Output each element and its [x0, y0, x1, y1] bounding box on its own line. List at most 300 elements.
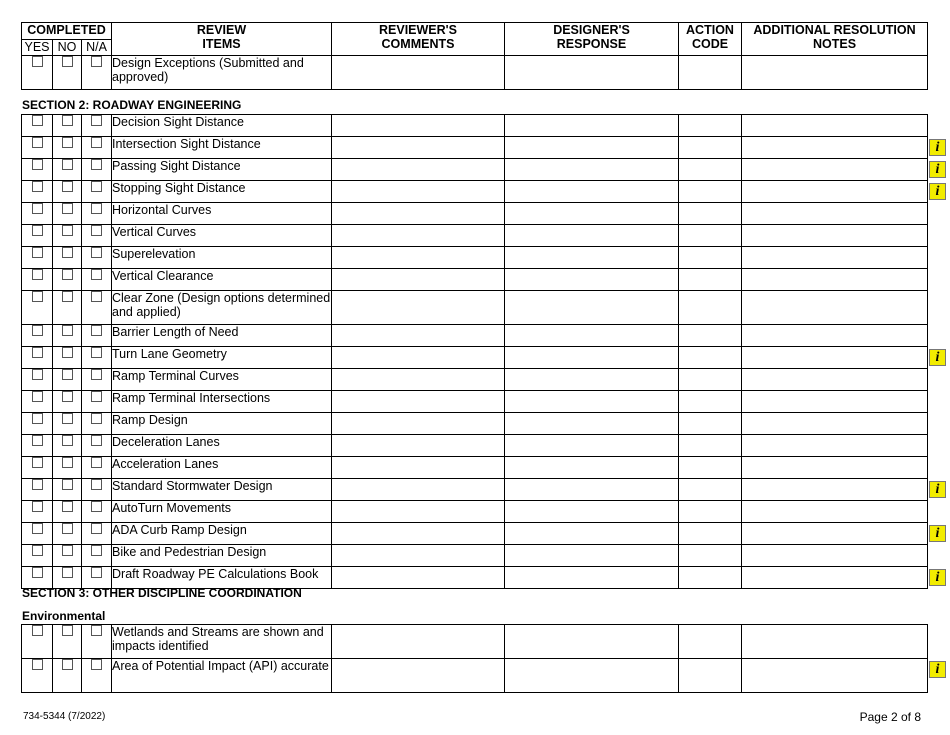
- info-icon[interactable]: i: [929, 661, 946, 678]
- action-code-field[interactable]: [679, 115, 742, 137]
- designer-response-field[interactable]: [505, 413, 679, 435]
- no-cell: [53, 391, 82, 413]
- resolution-notes-field[interactable]: [742, 523, 928, 545]
- na-cell: [82, 325, 112, 347]
- na-cell: [82, 115, 112, 137]
- designer-response-field[interactable]: [505, 659, 679, 693]
- reviewer-comment-field[interactable]: [332, 413, 505, 435]
- reviewer-comment-field[interactable]: [332, 523, 505, 545]
- action-code-field[interactable]: [679, 56, 742, 90]
- reviewer-comment-field[interactable]: [332, 325, 505, 347]
- review-item-label: Horizontal Curves: [112, 203, 332, 225]
- no-header: NO: [53, 40, 82, 56]
- reviewer-comment-field[interactable]: [332, 115, 505, 137]
- action-code-field[interactable]: [679, 659, 742, 693]
- review-table-section2: [21, 114, 928, 589]
- action-code-field[interactable]: [679, 203, 742, 225]
- yes-checkbox[interactable]: [32, 291, 43, 302]
- info-icon[interactable]: i: [929, 161, 946, 178]
- table-row: [22, 325, 928, 347]
- yes-checkbox[interactable]: [32, 501, 43, 512]
- review-item-label: Draft Roadway PE Calculations Book: [112, 567, 332, 589]
- no-checkbox[interactable]: [62, 269, 73, 280]
- action-code-field[interactable]: [679, 325, 742, 347]
- resolution-notes-field[interactable]: [742, 457, 928, 479]
- na-cell: [82, 247, 112, 269]
- yes-cell: [22, 181, 53, 203]
- designer-response-field[interactable]: [505, 291, 679, 325]
- yes-cell: [22, 269, 53, 291]
- no-checkbox[interactable]: [62, 325, 73, 336]
- reviewer-comment-field[interactable]: [332, 225, 505, 247]
- na-checkbox[interactable]: [91, 567, 102, 578]
- na-checkbox[interactable]: [91, 159, 102, 170]
- na-cell: [82, 159, 112, 181]
- no-cell: [53, 435, 82, 457]
- no-cell: [53, 659, 82, 693]
- review-item-label: Vertical Curves: [112, 225, 332, 247]
- yes-checkbox[interactable]: [32, 225, 43, 236]
- table-row: [22, 391, 928, 413]
- resolution-notes-field[interactable]: [742, 567, 928, 589]
- reviewers-comments-header: REVIEWER'S COMMENTS: [332, 23, 505, 56]
- designer-response-field[interactable]: [505, 347, 679, 369]
- review-item-label: AutoTurn Movements: [112, 501, 332, 523]
- resolution-notes-field[interactable]: [742, 325, 928, 347]
- resolution-notes-field[interactable]: [742, 479, 928, 501]
- na-cell: [82, 659, 112, 693]
- review-item-label: Wetlands and Streams are shown and impacts identified: [112, 625, 332, 659]
- no-checkbox[interactable]: [62, 203, 73, 214]
- resolution-notes-field[interactable]: [742, 391, 928, 413]
- na-header: N/A: [82, 40, 112, 56]
- yes-checkbox[interactable]: [32, 325, 43, 336]
- action-code-field[interactable]: [679, 159, 742, 181]
- yes-cell: [22, 659, 53, 693]
- no-cell: [53, 291, 82, 325]
- yes-cell: [22, 347, 53, 369]
- reviewer-comment-field[interactable]: [332, 435, 505, 457]
- action-code-field[interactable]: [679, 523, 742, 545]
- na-checkbox[interactable]: [91, 247, 102, 258]
- na-checkbox[interactable]: [91, 435, 102, 446]
- action-code-field[interactable]: [679, 291, 742, 325]
- table-row: [22, 247, 928, 269]
- action-code-header: ACTION CODE: [679, 23, 742, 56]
- na-checkbox[interactable]: [91, 225, 102, 236]
- review-item-label: Ramp Terminal Curves: [112, 369, 332, 391]
- yes-cell: [22, 625, 53, 659]
- yes-checkbox[interactable]: [32, 247, 43, 258]
- action-code-field[interactable]: [679, 137, 742, 159]
- table-row: [22, 413, 928, 435]
- action-code-field[interactable]: [679, 181, 742, 203]
- yes-cell: [22, 115, 53, 137]
- table-row: [22, 181, 928, 203]
- reviewer-comment-field[interactable]: [332, 347, 505, 369]
- resolution-notes-field[interactable]: [742, 659, 928, 693]
- na-cell: [82, 225, 112, 247]
- no-checkbox[interactable]: [62, 225, 73, 236]
- no-checkbox[interactable]: [62, 291, 73, 302]
- no-checkbox[interactable]: [62, 391, 73, 402]
- designer-response-field[interactable]: [505, 203, 679, 225]
- table-row: [22, 269, 928, 291]
- review-table-section3: [21, 624, 928, 693]
- na-checkbox[interactable]: [91, 659, 102, 670]
- na-checkbox[interactable]: [91, 501, 102, 512]
- no-checkbox[interactable]: [62, 181, 73, 192]
- no-checkbox[interactable]: [62, 137, 73, 148]
- resolution-notes-field[interactable]: [742, 203, 928, 225]
- section-3-title: SECTION 3: OTHER DISCIPLINE COORDINATION: [22, 586, 302, 600]
- na-checkbox[interactable]: [91, 291, 102, 302]
- yes-checkbox[interactable]: [32, 413, 43, 424]
- no-checkbox[interactable]: [62, 435, 73, 446]
- no-cell: [53, 413, 82, 435]
- no-checkbox[interactable]: [62, 567, 73, 578]
- no-cell: [53, 137, 82, 159]
- action-code-field[interactable]: [679, 391, 742, 413]
- no-checkbox[interactable]: [62, 659, 73, 670]
- reviewer-comment-field[interactable]: [332, 567, 505, 589]
- yes-checkbox[interactable]: [32, 159, 43, 170]
- review-item-label: Turn Lane Geometry: [112, 347, 332, 369]
- designer-response-field[interactable]: [505, 115, 679, 137]
- na-cell: [82, 435, 112, 457]
- review-item-label: Barrier Length of Need: [112, 325, 332, 347]
- resolution-notes-field[interactable]: [742, 247, 928, 269]
- no-cell: [53, 369, 82, 391]
- yes-checkbox[interactable]: [32, 479, 43, 490]
- resolution-notes-field[interactable]: [742, 435, 928, 457]
- designer-response-field[interactable]: [505, 247, 679, 269]
- yes-cell: [22, 391, 53, 413]
- form-number: 734-5344 (7/2022): [23, 711, 106, 722]
- review-item-label: Clear Zone (Design options determined and applied): [112, 291, 332, 325]
- info-icon[interactable]: i: [929, 139, 946, 156]
- table-row: [22, 659, 928, 693]
- na-checkbox[interactable]: [91, 137, 102, 148]
- na-cell: [82, 347, 112, 369]
- no-checkbox[interactable]: [62, 115, 73, 126]
- yes-cell: [22, 523, 53, 545]
- yes-checkbox[interactable]: [32, 347, 43, 358]
- yes-checkbox[interactable]: [32, 115, 43, 126]
- no-cell: [53, 159, 82, 181]
- info-icon[interactable]: i: [929, 349, 946, 366]
- info-icon[interactable]: i: [929, 183, 946, 200]
- info-icon[interactable]: i: [929, 525, 946, 542]
- no-cell: [53, 56, 82, 90]
- review-item-label: Standard Stormwater Design: [112, 479, 332, 501]
- resolution-notes-field[interactable]: [742, 501, 928, 523]
- na-checkbox[interactable]: [91, 545, 102, 556]
- page-number: Page 2 of 8: [859, 710, 921, 724]
- resolution-notes-field[interactable]: [742, 269, 928, 291]
- na-cell: [82, 413, 112, 435]
- no-cell: [53, 523, 82, 545]
- designer-response-field[interactable]: [505, 457, 679, 479]
- designer-response-field[interactable]: [505, 325, 679, 347]
- designer-response-field[interactable]: [505, 391, 679, 413]
- designer-response-field[interactable]: [505, 545, 679, 567]
- no-checkbox[interactable]: [62, 545, 73, 556]
- na-checkbox[interactable]: [91, 457, 102, 468]
- no-checkbox[interactable]: [62, 479, 73, 490]
- reviewer-comment-field[interactable]: [332, 391, 505, 413]
- yes-cell: [22, 137, 53, 159]
- designer-response-field[interactable]: [505, 137, 679, 159]
- resolution-notes-field[interactable]: [742, 291, 928, 325]
- yes-checkbox[interactable]: [32, 391, 43, 402]
- designer-response-field[interactable]: [505, 225, 679, 247]
- review-items-header: REVIEW ITEMS: [112, 23, 332, 56]
- designer-response-field[interactable]: [505, 269, 679, 291]
- na-checkbox[interactable]: [91, 391, 102, 402]
- no-cell: [53, 115, 82, 137]
- no-checkbox[interactable]: [62, 501, 73, 512]
- table-row: [22, 203, 928, 225]
- designer-response-field[interactable]: [505, 625, 679, 659]
- info-icon[interactable]: i: [929, 569, 946, 586]
- reviewer-comment-field[interactable]: [332, 56, 505, 90]
- na-checkbox[interactable]: [91, 369, 102, 380]
- review-item-label: Design Exceptions (Submitted and approved): [112, 56, 332, 90]
- table-row: [22, 523, 928, 545]
- na-cell: [82, 523, 112, 545]
- action-code-field[interactable]: [679, 625, 742, 659]
- review-item-label: Bike and Pedestrian Design: [112, 545, 332, 567]
- no-checkbox[interactable]: [62, 247, 73, 258]
- na-cell: [82, 291, 112, 325]
- designer-response-field[interactable]: [505, 567, 679, 589]
- na-checkbox[interactable]: [91, 479, 102, 490]
- table-row: [22, 435, 928, 457]
- reviewer-comment-field[interactable]: [332, 659, 505, 693]
- review-item-label: Passing Sight Distance: [112, 159, 332, 181]
- reviewer-comment-field[interactable]: [332, 369, 505, 391]
- na-checkbox[interactable]: [91, 181, 102, 192]
- yes-cell: [22, 369, 53, 391]
- reviewer-comment-field[interactable]: [332, 457, 505, 479]
- yes-checkbox[interactable]: [32, 435, 43, 446]
- resolution-notes-field[interactable]: [742, 225, 928, 247]
- review-item-label: ADA Curb Ramp Design: [112, 523, 332, 545]
- yes-checkbox[interactable]: [32, 457, 43, 468]
- review-item-label: Ramp Design: [112, 413, 332, 435]
- na-cell: [82, 457, 112, 479]
- na-checkbox[interactable]: [91, 115, 102, 126]
- reviewer-comment-field[interactable]: [332, 269, 505, 291]
- designer-response-field[interactable]: [505, 435, 679, 457]
- table-row: [22, 347, 928, 369]
- yes-cell: [22, 325, 53, 347]
- review-item-label: Intersection Sight Distance: [112, 137, 332, 159]
- resolution-notes-field[interactable]: [742, 159, 928, 181]
- no-checkbox[interactable]: [62, 457, 73, 468]
- no-cell: [53, 247, 82, 269]
- reviewer-comment-field[interactable]: [332, 501, 505, 523]
- review-item-label: Ramp Terminal Intersections: [112, 391, 332, 413]
- reviewer-comment-field[interactable]: [332, 203, 505, 225]
- section-2-title: SECTION 2: ROADWAY ENGINEERING: [22, 98, 242, 112]
- no-cell: [53, 269, 82, 291]
- no-cell: [53, 325, 82, 347]
- no-cell: [53, 479, 82, 501]
- no-checkbox[interactable]: [62, 56, 73, 67]
- additional-notes-header: ADDITIONAL RESOLUTION NOTES: [742, 23, 928, 56]
- review-item-label: Vertical Clearance: [112, 269, 332, 291]
- yes-cell: [22, 56, 53, 90]
- reviewer-comment-field[interactable]: [332, 625, 505, 659]
- yes-cell: [22, 545, 53, 567]
- reviewer-comment-field[interactable]: [332, 545, 505, 567]
- action-code-field[interactable]: [679, 413, 742, 435]
- action-code-field[interactable]: [679, 501, 742, 523]
- yes-checkbox[interactable]: [32, 181, 43, 192]
- action-code-field[interactable]: [679, 545, 742, 567]
- yes-cell: [22, 457, 53, 479]
- reviewer-comment-field[interactable]: [332, 159, 505, 181]
- na-checkbox[interactable]: [91, 347, 102, 358]
- yes-cell: [22, 435, 53, 457]
- resolution-notes-field[interactable]: [742, 369, 928, 391]
- na-cell: [82, 269, 112, 291]
- yes-checkbox[interactable]: [32, 203, 43, 214]
- designer-response-field[interactable]: [505, 159, 679, 181]
- yes-checkbox[interactable]: [32, 56, 43, 67]
- yes-cell: [22, 225, 53, 247]
- yes-cell: [22, 291, 53, 325]
- reviewer-comment-field[interactable]: [332, 247, 505, 269]
- yes-checkbox[interactable]: [32, 625, 43, 636]
- no-cell: [53, 181, 82, 203]
- na-cell: [82, 545, 112, 567]
- na-cell: [82, 479, 112, 501]
- action-code-field[interactable]: [679, 369, 742, 391]
- yes-cell: [22, 479, 53, 501]
- designer-response-field[interactable]: [505, 181, 679, 203]
- action-code-field[interactable]: [679, 479, 742, 501]
- no-cell: [53, 203, 82, 225]
- yes-cell: [22, 203, 53, 225]
- resolution-notes-field[interactable]: [742, 56, 928, 90]
- na-checkbox[interactable]: [91, 203, 102, 214]
- yes-cell: [22, 247, 53, 269]
- na-checkbox[interactable]: [91, 413, 102, 424]
- action-code-field[interactable]: [679, 225, 742, 247]
- table-row: [22, 137, 928, 159]
- na-cell: [82, 181, 112, 203]
- yes-checkbox[interactable]: [32, 137, 43, 148]
- na-checkbox[interactable]: [91, 56, 102, 67]
- reviewer-comment-field[interactable]: [332, 479, 505, 501]
- review-item-label: Decision Sight Distance: [112, 115, 332, 137]
- designer-response-field[interactable]: [505, 523, 679, 545]
- yes-checkbox[interactable]: [32, 545, 43, 556]
- action-code-field[interactable]: [679, 567, 742, 589]
- yes-cell: [22, 413, 53, 435]
- review-item-label: Acceleration Lanes: [112, 457, 332, 479]
- environmental-title: Environmental: [22, 609, 106, 623]
- resolution-notes-field[interactable]: [742, 137, 928, 159]
- table-row: [22, 479, 928, 501]
- designer-response-field[interactable]: [505, 369, 679, 391]
- no-checkbox[interactable]: [62, 413, 73, 424]
- table-row: [22, 291, 928, 325]
- info-icon[interactable]: i: [929, 481, 946, 498]
- table-row: [22, 457, 928, 479]
- table-row: [22, 545, 928, 567]
- no-checkbox[interactable]: [62, 347, 73, 358]
- action-code-field[interactable]: [679, 269, 742, 291]
- na-cell: [82, 625, 112, 659]
- resolution-notes-field[interactable]: [742, 347, 928, 369]
- designer-response-field[interactable]: [505, 501, 679, 523]
- review-item-label: Superelevation: [112, 247, 332, 269]
- action-code-field[interactable]: [679, 347, 742, 369]
- review-table-header-section1: [21, 22, 928, 90]
- yes-checkbox[interactable]: [32, 523, 43, 534]
- action-code-field[interactable]: [679, 247, 742, 269]
- no-checkbox[interactable]: [62, 159, 73, 170]
- table-row: [22, 56, 928, 90]
- table-row: [22, 501, 928, 523]
- designer-response-field[interactable]: [505, 479, 679, 501]
- no-cell: [53, 225, 82, 247]
- reviewer-comment-field[interactable]: [332, 137, 505, 159]
- no-cell: [53, 347, 82, 369]
- resolution-notes-field[interactable]: [742, 181, 928, 203]
- resolution-notes-field[interactable]: [742, 625, 928, 659]
- no-cell: [53, 545, 82, 567]
- yes-cell: [22, 501, 53, 523]
- yes-header: YES: [22, 40, 53, 56]
- reviewer-comment-field[interactable]: [332, 291, 505, 325]
- na-checkbox[interactable]: [91, 325, 102, 336]
- na-checkbox[interactable]: [91, 269, 102, 280]
- na-checkbox[interactable]: [91, 523, 102, 534]
- resolution-notes-field[interactable]: [742, 413, 928, 435]
- na-checkbox[interactable]: [91, 625, 102, 636]
- na-cell: [82, 56, 112, 90]
- resolution-notes-field[interactable]: [742, 545, 928, 567]
- yes-checkbox[interactable]: [32, 369, 43, 380]
- no-checkbox[interactable]: [62, 369, 73, 380]
- na-cell: [82, 203, 112, 225]
- yes-checkbox[interactable]: [32, 269, 43, 280]
- na-cell: [82, 137, 112, 159]
- table-row: [22, 115, 928, 137]
- yes-checkbox[interactable]: [32, 659, 43, 670]
- table-row: [22, 159, 928, 181]
- no-cell: [53, 457, 82, 479]
- action-code-field[interactable]: [679, 435, 742, 457]
- resolution-notes-field[interactable]: [742, 115, 928, 137]
- action-code-field[interactable]: [679, 457, 742, 479]
- designer-response-field[interactable]: [505, 56, 679, 90]
- no-checkbox[interactable]: [62, 625, 73, 636]
- no-checkbox[interactable]: [62, 523, 73, 534]
- yes-checkbox[interactable]: [32, 567, 43, 578]
- completed-header: COMPLETED: [22, 23, 112, 40]
- designers-response-header: DESIGNER'S RESPONSE: [505, 23, 679, 56]
- na-cell: [82, 391, 112, 413]
- table-row: [22, 225, 928, 247]
- reviewer-comment-field[interactable]: [332, 181, 505, 203]
- review-item-label: Area of Potential Impact (API) accurate: [112, 659, 332, 693]
